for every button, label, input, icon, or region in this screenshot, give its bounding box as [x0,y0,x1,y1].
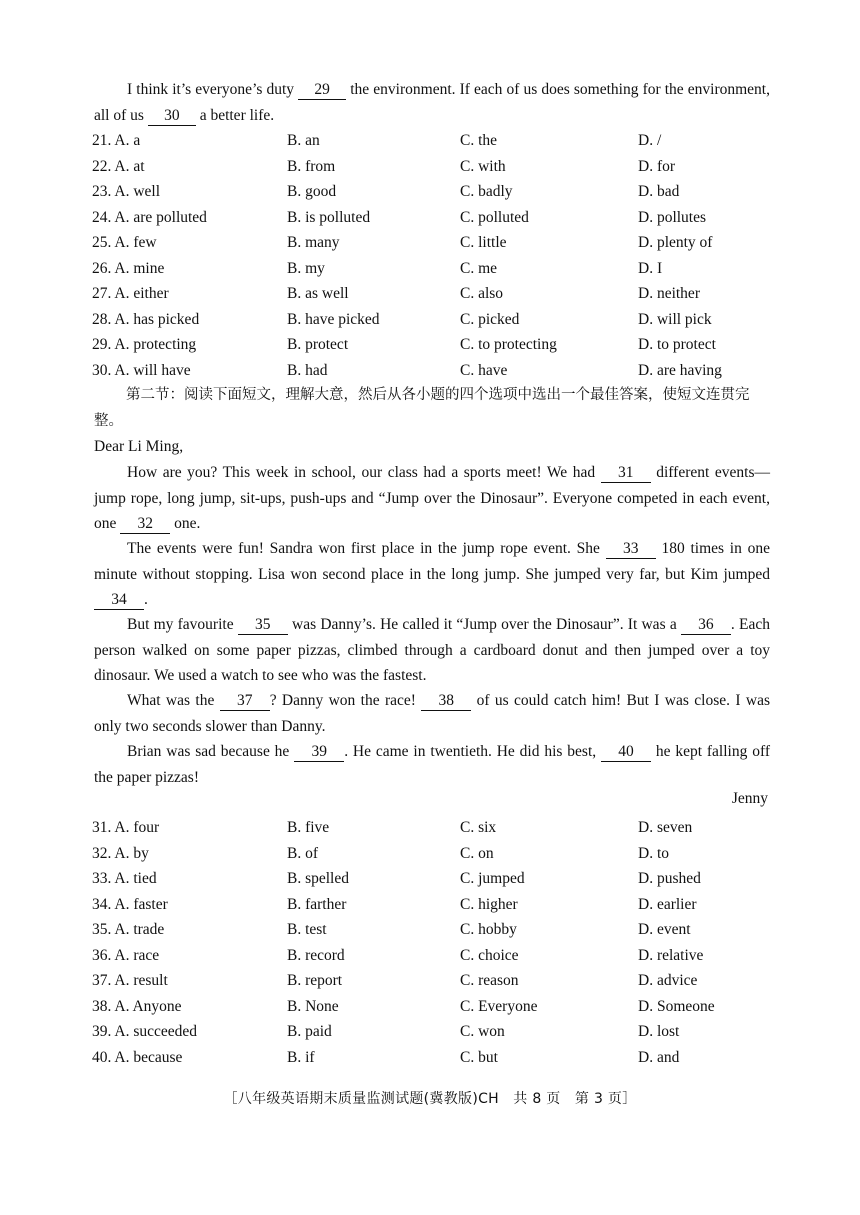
option-a: 35. A. trade [92,921,165,938]
letter-text: How are you? This week in school, our class had a sports meet! We had [127,464,601,481]
option-c: C. badly [460,183,513,200]
option-c: C. the [460,132,498,149]
option-d: D. pollutes [638,208,707,226]
option-d: D. seven [638,819,693,836]
blank-39: 39 [294,743,344,762]
option-d: D. advice [638,972,698,989]
option-b: B. good [287,183,337,200]
option-d: D. for [638,157,676,175]
letter-text: 180 times in one minute without stopping. Lisa won second place in the long jump. She jumped very far, but Kim jumped [94,540,770,583]
option-c: C. hobby [460,921,517,938]
passage-text: a better life. [195,106,275,124]
blank-38: 38 [421,692,471,711]
option-a: 30. A. will have [92,361,191,379]
option-c: C. choice [460,946,519,964]
letter-text: different events—jump rope, long jump, sit-ups, push-ups and “Jump over the Dinosaur”. Everyone competed in each event, one [94,464,770,532]
option-d: D. earlier [638,895,697,913]
option-row [92,1045,782,1071]
letter-text: Brian was sad because he [127,743,295,760]
option-b: B. five [287,819,330,836]
option-c: C. have [460,361,508,379]
option-a: 26. A. mine [92,259,165,277]
letter-paragraph [94,739,770,790]
option-b: B. as well [287,285,349,302]
option-d: D. event [638,921,691,938]
option-d: D. to protect [638,336,716,353]
option-a: 24. A. are polluted [92,208,207,226]
option-b: B. spelled [287,870,349,887]
letter-paragraph [94,460,770,537]
option-c: C. on [460,844,494,862]
option-row [92,994,782,1020]
option-b: B. had [287,361,328,379]
options-list-21-30 [92,128,782,383]
option-b: B. my [287,259,325,277]
option-b: B. is polluted [287,208,371,226]
option-row [92,917,782,943]
option-a: 21. A. a [92,132,141,149]
option-b: B. have picked [287,310,380,328]
option-a: 23. A. well [92,183,161,200]
blank-36: 36 [681,616,731,635]
option-c: C. also [460,285,504,302]
option-a: 29. A. protecting [92,336,197,353]
option-c: C. to protecting [460,336,557,353]
option-d: D. plenty of [638,234,713,251]
option-row [92,968,782,994]
option-b: B. many [287,234,340,251]
letter-text: What was the [127,692,220,709]
letter-text: was Danny’s. He called it “Jump over the Dinosaur”. It was a [287,616,681,633]
option-a: 38. A. Anyone [92,997,182,1015]
option-row [92,358,782,384]
option-a: 37. A. result [92,972,168,989]
option-d: D. Someone [638,997,715,1015]
option-d: D. lost [638,1023,680,1040]
letter-text: he kept falling off the paper pizzas! [94,743,770,786]
option-row [92,866,782,892]
option-b: B. test [287,921,327,938]
option-a: 32. A. by [92,844,149,862]
option-d: D. I [638,259,663,277]
option-d: D. will pick [638,310,712,328]
option-row [92,128,782,154]
option-d: D. and [638,1048,680,1066]
option-row [92,332,782,358]
letter-text: one. [170,515,201,532]
option-c: C. polluted [460,208,529,226]
option-d: D. pushed [638,870,701,887]
blank-35: 35 [238,616,288,635]
option-a: 33. A. tied [92,870,157,887]
passage-paragraph [94,77,770,128]
option-a: 40. A. because [92,1048,183,1066]
option-a: 39. A. succeeded [92,1023,198,1040]
option-c: C. with [460,157,506,175]
option-a: 31. A. four [92,819,160,836]
letter-text: The events were fun! Sandra won first place in the jump rope event. She [127,540,606,557]
option-c: C. Everyone [460,997,538,1015]
section-2-instruction: 第二节：阅读下面短文，理解大意，然后从各小题的四个选项中选出一个最佳答案，使短文连贯完整。 [94,387,750,429]
option-d: D. to [638,844,669,862]
option-b: B. of [287,844,318,862]
letter-text: . [144,591,148,608]
letter-text: . He came in twentieth. He did his best, [344,743,601,760]
blank-30: 30 [148,107,196,126]
option-row [92,307,782,333]
option-b: B. if [287,1048,315,1066]
option-b: B. report [287,972,343,989]
option-b: B. an [287,132,320,149]
option-b: B. from [287,157,336,175]
blank-37: 37 [220,692,270,711]
option-c: C. me [460,259,498,277]
option-row [92,815,782,841]
option-b: B. None [287,997,339,1015]
option-c: C. higher [460,895,518,913]
blank-31: 31 [601,464,651,483]
option-a: 25. A. few [92,234,157,251]
letter-greeting: Dear Li Ming, [94,438,184,455]
letter-signature: Jenny [731,790,768,807]
option-c: C. but [460,1048,498,1066]
option-b: B. protect [287,336,349,353]
option-a: 36. A. race [92,946,160,964]
option-row [92,1019,782,1045]
passage-text: I think it’s everyone’s duty [127,81,299,98]
option-row [92,154,782,180]
letter-paragraph [94,688,770,739]
option-d: D. relative [638,946,704,964]
option-row [92,230,782,256]
option-row [92,892,782,918]
option-a: 34. A. faster [92,895,168,913]
option-a: 27. A. either [92,285,169,302]
option-b: B. paid [287,1023,332,1040]
letter-text: . Each person walked on some paper pizzas, climbed through a cardboard donut and then jumped over a toy dinosaur. We used a watch to see who was the fastest. [94,616,770,684]
blank-34: 34 [94,591,144,610]
blank-33: 33 [606,540,656,559]
letter-text: of us could catch him! But I was close. I was only two seconds slower than Danny. [94,692,770,735]
page-footer: ［八年级英语期末质量监测试题(冀教版)CH 共 8 页 第 3 页］ [223,1091,637,1107]
option-d: D. / [638,132,662,149]
passage-text: the environment. If each of us does something for the environment, all of us [94,81,770,124]
blank-40: 40 [601,743,651,762]
blank-29: 29 [298,81,346,100]
option-c: C. reason [460,972,519,989]
option-row [92,943,782,969]
option-c: C. won [460,1023,505,1040]
option-a: 22. A. at [92,157,145,175]
option-row [92,281,782,307]
option-b: B. record [287,946,345,964]
option-c: C. jumped [460,870,525,887]
letter-text: ? Danny won the race! [269,692,422,709]
option-c: C. picked [460,310,520,328]
option-a: 28. A. has picked [92,310,200,328]
letter-paragraph [94,536,770,613]
option-d: D. are having [638,361,722,379]
letter-text: But my favourite [127,616,238,633]
option-b: B. farther [287,895,347,913]
option-row [92,256,782,282]
option-d: D. bad [638,183,680,200]
option-d: D. neither [638,285,700,302]
option-c: C. little [460,234,507,251]
option-c: C. six [460,819,497,836]
option-row [92,841,782,867]
options-list-31-40 [92,815,782,1070]
option-row [92,205,782,231]
option-row [92,179,782,205]
letter-paragraph [94,612,770,689]
blank-32: 32 [120,515,170,534]
